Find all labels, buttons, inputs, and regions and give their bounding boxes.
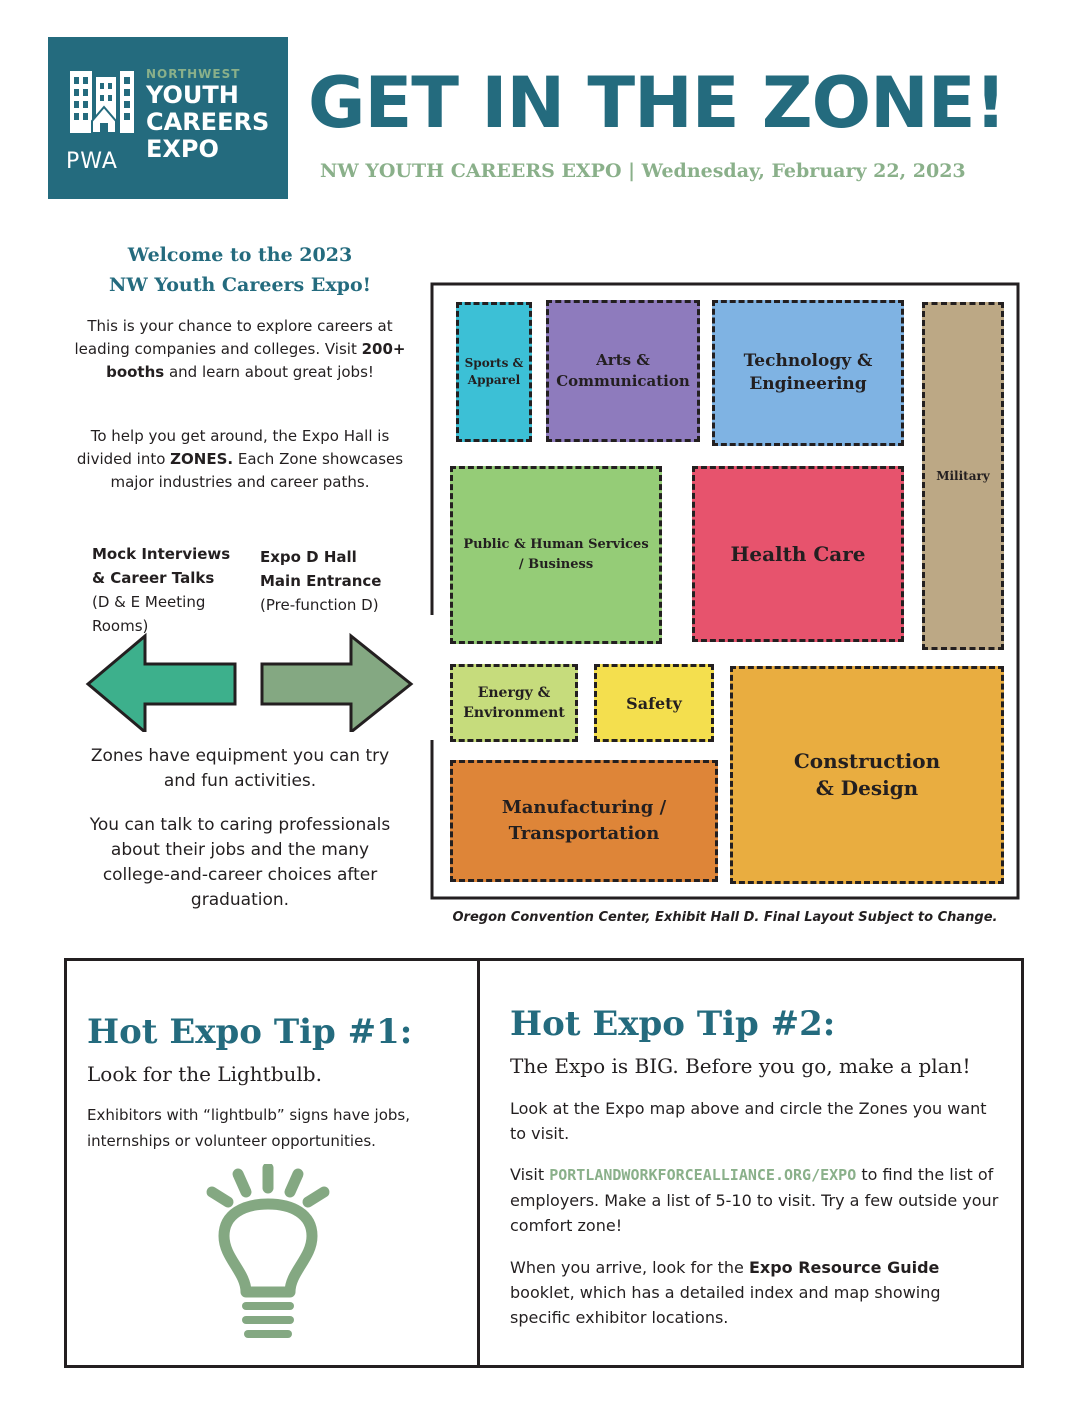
zone-health-care [692,466,904,642]
zone-public-label-2: / Business [518,557,594,572]
building-icon [66,69,138,149]
zone-safety-label: Safety [626,693,682,713]
left-arrow-icon [88,636,235,732]
intro-paragraph [70,315,410,384]
main-entrance-label [260,545,381,617]
zone-arts-communication [546,300,700,442]
zones-paragraph: Zones have equipment you can try and fun activities. [90,746,390,791]
tip1-body [87,1102,410,1154]
entrance-sub: (Pre-function D) [260,596,379,614]
zone-manufacturing-label-2: Transportation [508,823,660,844]
zone-construction-design [730,666,1004,884]
entrance-title-2: Main Entrance [260,572,382,590]
zone-sports-label-1: Sports & [464,356,524,370]
subtitle-separator: | [621,160,642,182]
zone-military [922,302,1004,650]
tip2-heading: Hot Expo Tip #2: [510,1004,836,1044]
zone-military-label: Military [936,469,990,483]
subtitle-date: Wednesday, February 22, 2023 [641,160,966,182]
tip2-paragraph-1: Look at the Expo map above and circle the Zones you want to visit. [510,1099,987,1143]
tip2-paragraph-3 [510,1255,1004,1330]
tip2-p3-lead: When you arrive, look for the [510,1258,749,1277]
zone-sports-apparel [456,302,532,442]
logo-line-expo: EXPO [146,135,219,163]
subtitle-event: NW YOUTH CAREERS EXPO [320,160,622,182]
zone-construction-label-2: & Design [815,776,919,800]
zone-safety [594,664,714,742]
tip2-paragraph-2 [510,1162,1004,1238]
page-subtitle [320,160,966,182]
lightbulb-icon [198,1164,338,1344]
tips-divider [477,958,480,1368]
intro-booths: 200+ booths [106,340,406,381]
tip1-subheading: Look for the Lightbulb. [87,1062,322,1086]
pwa-mark: PWA [66,149,118,174]
zone-arts-label-1: Arts & [596,351,650,369]
caring-paragraph: You can talk to caring professionals about their jobs and the many college-and-career choices after graduation. [89,815,391,910]
map-caption: Oregon Convention Center, Exhibit Hall D. Final Layout Subject to Change. [452,910,998,925]
tip2-p2-tail: to find the list of employers. Make a list of 5-10 to visit. Try a few outside your comfort zone! [510,1165,999,1235]
zone-tech-label-2: Engineering [749,374,867,394]
logo-line-youth: YOUTH [146,81,239,109]
expo-hall-map [430,282,1020,900]
welcome-line-1: Welcome to the 2023 [127,244,353,266]
zone-energy-label-2: Environment [463,705,565,721]
zone-manufacturing-label-1: Manufacturing / [501,797,667,818]
right-arrow-icon [262,636,411,732]
intro-lead: This is your chance to explore careers at leading companies and colleges. Visit [74,317,393,358]
mock-interviews-label [92,542,230,638]
zone-arts-label-2: Communication [556,372,690,390]
mock-sub-2: Rooms) [92,617,149,635]
zone-construction-label-1: Construction [793,749,941,773]
help-tail: Each Zone showcases major industries and career paths. [110,450,404,491]
welcome-line-2: NW Youth Careers Expo! [109,274,371,296]
tip2-subheading: The Expo is BIG. Before you go, make a plan! [510,1054,971,1078]
direction-arrows [85,632,420,732]
tip2-p3-tail: booklet, which has a detailed index and map showing specific exhibitor locations. [510,1283,941,1327]
intro-tail: and learn about great jobs! [164,363,374,381]
mock-title-2: & Career Talks [92,569,215,587]
entrance-title-1: Expo D Hall [260,548,357,566]
tip2-p3-bold: Expo Resource Guide [748,1258,940,1277]
help-lead: To help you get around, the Expo Hall is divided into [76,427,390,468]
help-paragraph [70,425,410,494]
zone-health-label: Health Care [730,542,866,566]
tip1-heading: Hot Expo Tip #1: [87,1012,413,1052]
zone-sports-label-2: Apparel [467,373,521,387]
mock-title-1: Mock Interviews [92,545,231,563]
mock-sub-1: (D & E Meeting [92,593,206,611]
help-zones: ZONES. [170,450,234,468]
zone-energy-label-1: Energy & [477,685,551,701]
expo-website-link[interactable]: PORTLANDWORKFORCEALLIANCE.ORG/EXPO [549,1166,857,1184]
tip1-body-line-2: internships or volunteer opportunities. [87,1132,376,1150]
zone-public-human-services [450,466,662,644]
tip1-body-line-1: Exhibitors with “lightbulb” signs have jobs, [87,1106,411,1124]
welcome-heading [60,240,420,300]
zone-tech-label-1: Technology & [743,351,873,371]
zone-manufacturing-transportation [450,760,718,882]
expo-logo [48,37,288,199]
logo-line-careers: CAREERS [146,108,270,136]
zone-energy-environment [450,664,578,742]
tip2-p2-lead: Visit [510,1165,550,1184]
zone-public-label-1: Public & Human Services [463,537,649,552]
logo-northwest: NORTHWEST [146,67,241,81]
page-title: GET IN THE ZONE! [308,62,1006,144]
zone-technology-engineering [712,300,904,446]
